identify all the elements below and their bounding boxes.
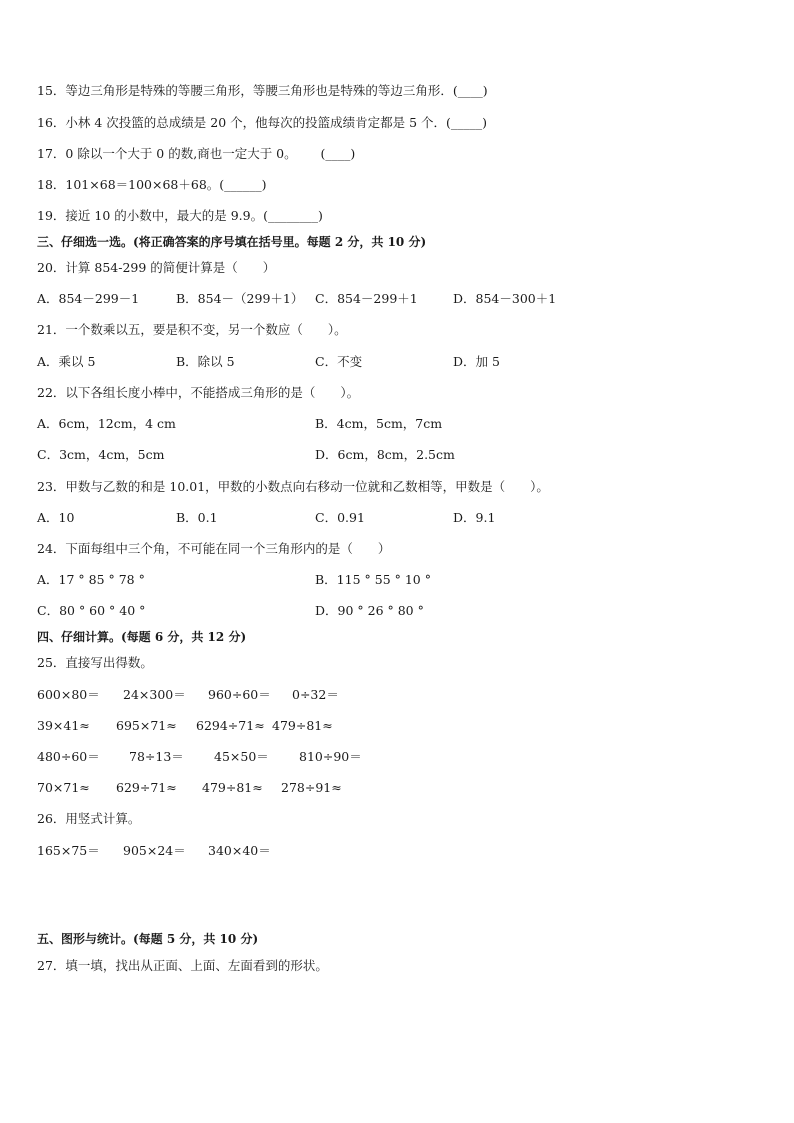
q23-option-a: A．10 (37, 510, 75, 525)
q20-option-d: D．854－300＋1 (453, 291, 557, 306)
calc-item: 600×80＝ (37, 687, 100, 702)
calc-item: 70×71≈ (37, 780, 90, 795)
question-20: 20．计算 854-299 的简便计算是（ ） (37, 260, 276, 275)
q23-option-c: C．0.91 (315, 510, 365, 525)
q21-option-b: B．除以 5 (176, 354, 235, 369)
calc-item: 45×50＝ (214, 749, 269, 764)
calc-item: 479÷81≈ (202, 780, 263, 795)
question-15: 15．等边三角形是特殊的等腰三角形，等腰三角形也是特殊的等边三角形．(____) (37, 83, 488, 98)
question-22: 22．以下各组长度小棒中，不能搭成三角形的是（ ）。 (37, 385, 360, 400)
q20-option-c: C．854－299＋1 (315, 291, 418, 306)
q21-option-a: A．乘以 5 (37, 354, 96, 369)
section-5-title: 五、图形与统计。(每题 5 分，共 10 分) (37, 932, 259, 946)
q24-option-d: D．90 ° 26 ° 80 ° (315, 603, 424, 618)
question-24: 24．下面每组中三个角，不可能在同一个三角形内的是（ ） (37, 541, 391, 556)
q21-option-d: D．加 5 (453, 354, 500, 369)
calc-item: 479÷81≈ (272, 718, 333, 733)
calc-item: 24×300＝ (123, 687, 186, 702)
calc-item: 629÷71≈ (116, 780, 177, 795)
question-16: 16．小林 4 次投篮的总成绩是 20 个，他每次的投篮成绩肯定都是 5 个．(_____) (37, 115, 488, 130)
q22-option-c: C．3cm，4cm，5cm (37, 447, 165, 462)
calc-item: 810÷90＝ (299, 749, 362, 764)
question-26: 26．用竖式计算。 (37, 811, 141, 826)
calc-item: 695×71≈ (116, 718, 177, 733)
q24-option-b: B．115 ° 55 ° 10 ° (315, 572, 431, 587)
question-17: 17．0 除以一个大于 0 的数,商也一定大于 0。 (____) (37, 146, 356, 161)
question-27: 27．填一填，找出从正面、上面、左面看到的形状。 (37, 958, 328, 973)
q23-option-d: D．9.1 (453, 510, 496, 525)
q21-option-c: C．不变 (315, 354, 363, 369)
calc-item: 6294÷71≈ (196, 718, 265, 733)
q24-option-c: C．80 ° 60 ° 40 ° (37, 603, 146, 618)
q20-option-a: A．854－299－1 (37, 291, 140, 306)
calc-item: 39×41≈ (37, 718, 90, 733)
q22-option-a: A．6cm，12cm，4 cm (37, 416, 176, 431)
question-18: 18．101×68＝100×68＋68。(______) (37, 177, 267, 192)
q24-option-a: A．17 ° 85 ° 78 ° (37, 572, 145, 587)
question-25: 25．直接写出得数。 (37, 655, 153, 670)
question-21: 21．一个数乘以五，要是积不变，另一个数应（ ）。 (37, 322, 347, 337)
calc-item: 905×24＝ (123, 843, 186, 858)
section-4-title: 四、仔细计算。(每题 6 分，共 12 分) (37, 630, 247, 644)
q20-option-b: B．854－（299＋1） (176, 291, 304, 306)
q23-option-b: B．0.1 (176, 510, 218, 525)
calc-item: 165×75＝ (37, 843, 100, 858)
section-3-title: 三、仔细选一选。(将正确答案的序号填在括号里。每题 2 分，共 10 分) (37, 235, 427, 249)
question-19: 19．接近 10 的小数中，最大的是 9.9。(________) (37, 208, 323, 223)
calc-item: 480÷60＝ (37, 749, 100, 764)
calc-item: 278÷91≈ (281, 780, 342, 795)
question-23: 23．甲数与乙数的和是 10.01，甲数的小数点向右移动一位就和乙数相等，甲数是（ ）。 (37, 479, 549, 494)
calc-item: 340×40＝ (208, 843, 271, 858)
q22-option-b: B．4cm，5cm，7cm (315, 416, 443, 431)
calc-item: 960÷60＝ (208, 687, 271, 702)
q22-option-d: D．6cm，8cm，2.5cm (315, 447, 455, 462)
calc-item: 0÷32＝ (292, 687, 339, 702)
calc-item: 78÷13＝ (129, 749, 184, 764)
